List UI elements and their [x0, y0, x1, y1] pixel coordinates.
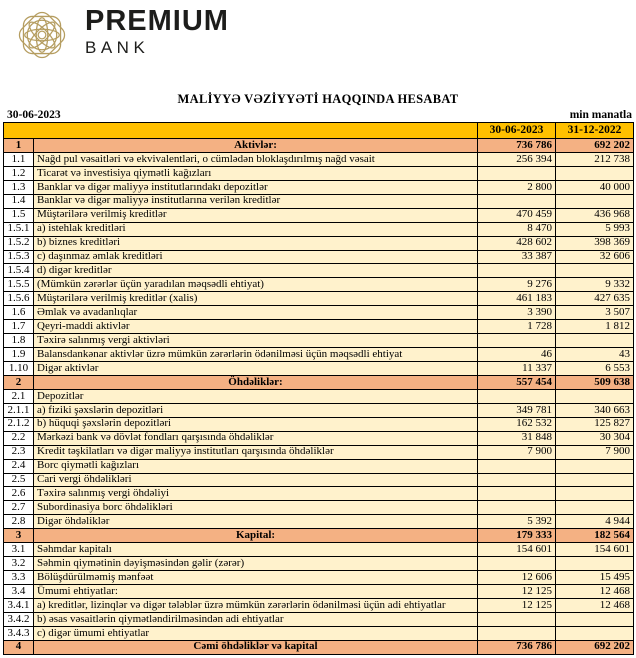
row-number-cell: 1.6: [4, 306, 34, 320]
table-row: [4, 598, 634, 612]
row-number-cell: 3.3: [4, 571, 34, 585]
table-row: [4, 250, 634, 264]
row-number-cell: 2.2: [4, 431, 34, 445]
row-label-cell: Banklar və digər maliyyə institutlarındakı depozitlər: [34, 180, 478, 194]
row-number-cell: 1.8: [4, 334, 34, 348]
unit-label: min manatla: [569, 109, 632, 121]
row-label-cell: Təxirə salınmış vergi öhdəliyi: [34, 487, 478, 501]
row-value-previous-cell: [556, 264, 634, 278]
table-row: [4, 362, 634, 376]
row-number-cell: 1.2: [4, 166, 34, 180]
row-value-previous-cell: 4 944: [556, 515, 634, 529]
table-row: [4, 152, 634, 166]
header-empty-cell: [4, 123, 478, 139]
row-value-previous-cell: [556, 612, 634, 626]
row-value-current-cell: 162 532: [478, 417, 556, 431]
table-row: [4, 501, 634, 515]
row-value-current-cell: [478, 557, 556, 571]
row-value-previous-cell: [556, 626, 634, 640]
row-value-current-cell: [478, 459, 556, 473]
row-value-current-cell: 256 394: [478, 152, 556, 166]
row-label-cell: Depozitlər: [34, 389, 478, 403]
row-value-current-cell: 12 125: [478, 585, 556, 599]
row-value-current-cell: 46: [478, 348, 556, 362]
table-row: [4, 487, 634, 501]
row-value-previous-cell: 12 468: [556, 585, 634, 599]
header-logo-bar: [0, 0, 636, 78]
row-number-cell: 2.3: [4, 445, 34, 459]
row-value-current-cell: 5 392: [478, 515, 556, 529]
row-value-current-cell: 154 601: [478, 543, 556, 557]
row-label-cell: Müştərilərə verilmiş kreditlər (xalis): [34, 292, 478, 306]
table-row: [4, 417, 634, 431]
row-number-cell: 1.9: [4, 348, 34, 362]
row-number-cell: 1.5.4: [4, 264, 34, 278]
row-label-cell: Mərkəzi bank və dövlət fondları qarşısında öhdəliklər: [34, 431, 478, 445]
row-value-current-cell: 12 606: [478, 571, 556, 585]
row-value-previous-cell: 15 495: [556, 571, 634, 585]
row-value-current-cell: 3 390: [478, 306, 556, 320]
row-value-previous-cell: [556, 194, 634, 208]
row-number-cell: 1.5.2: [4, 236, 34, 250]
row-number-cell: 2.6: [4, 487, 34, 501]
row-number-cell: 2.1.2: [4, 417, 34, 431]
table-row: [4, 222, 634, 236]
row-label-cell: a) kreditlər, lizinqlər və digər tələblər üzrə mümkün zərərlərin ödənilməsi üçün adi ehtiyatlar: [34, 598, 478, 612]
row-value-current-cell: [478, 612, 556, 626]
row-label-cell: Cari vergi öhdəlikləri: [34, 473, 478, 487]
table-row: [4, 459, 634, 473]
row-label-cell: Digər aktivlər: [34, 362, 478, 376]
row-value-current-cell: [478, 166, 556, 180]
row-label-cell: b) biznes kreditləri: [34, 236, 478, 250]
row-value-current-cell: 736 786: [478, 640, 556, 654]
row-value-previous-cell: 5 993: [556, 222, 634, 236]
row-label-cell: b) əsas vəsaitlərin qiymətləndirilməsindən adi ehtiyatlar: [34, 612, 478, 626]
row-label-cell: Cəmi öhdəliklər və kapital: [34, 640, 478, 654]
section-row: [4, 375, 634, 389]
row-label-cell: a) fiziki şəxslərin depozitləri: [34, 403, 478, 417]
row-number-cell: 1.5.3: [4, 250, 34, 264]
row-value-current-cell: 9 276: [478, 278, 556, 292]
row-label-cell: c) daşınmaz əmlak kreditləri: [34, 250, 478, 264]
table-row: [4, 403, 634, 417]
row-value-current-cell: 1 728: [478, 320, 556, 334]
row-number-cell: 1.5.5: [4, 278, 34, 292]
row-value-previous-cell: 125 827: [556, 417, 634, 431]
table-row: [4, 585, 634, 599]
row-value-previous-cell: 1 812: [556, 320, 634, 334]
row-value-previous-cell: [556, 389, 634, 403]
row-value-previous-cell: 9 332: [556, 278, 634, 292]
row-number-cell: 2.5: [4, 473, 34, 487]
row-number-cell: 1.1: [4, 152, 34, 166]
row-number-cell: 1.10: [4, 362, 34, 376]
table-row: [4, 626, 634, 640]
row-label-cell: c) digər ümumi ehtiyatlar: [34, 626, 478, 640]
row-label-cell: Kredit təşkilatları və digər maliyyə institutları qarşısında öhdəliklər: [34, 445, 478, 459]
row-value-current-cell: [478, 389, 556, 403]
row-label-cell: Borc qiymətli kağızları: [34, 459, 478, 473]
row-number-cell: 3.1: [4, 543, 34, 557]
row-value-previous-cell: 7 900: [556, 445, 634, 459]
row-number-cell: 1.3: [4, 180, 34, 194]
row-number-cell: 3.4.1: [4, 598, 34, 612]
row-label-cell: Səhmin qiymətinin dəyişməsindən gəlir (zərər): [34, 557, 478, 571]
row-value-previous-cell: [556, 166, 634, 180]
table-row: [4, 166, 634, 180]
brand-name: PREMIUM: [85, 5, 229, 37]
row-label-cell: (Mümkün zərərlər üçün yaradılan məqsədli ehtiyat): [34, 278, 478, 292]
row-value-current-cell: 349 781: [478, 403, 556, 417]
premium-bank-knot-icon: [9, 3, 75, 67]
row-label-cell: Əmlak və avadanlıqlar: [34, 306, 478, 320]
report-title: MALİYYƏ VƏZİYYƏTİ HAQQINDA HESABAT: [177, 92, 459, 106]
row-label-cell: Nağd pul vəsaitləri və ekvivalentləri, o cümlədən bloklaşdırılmış nağd vəsait: [34, 152, 478, 166]
table-row: [4, 334, 634, 348]
table-row: [4, 292, 634, 306]
row-value-current-cell: [478, 264, 556, 278]
row-value-previous-cell: 32 606: [556, 250, 634, 264]
financial-position-table: [3, 122, 634, 655]
row-value-current-cell: 470 459: [478, 208, 556, 222]
report-meta-row: [0, 107, 636, 122]
row-value-current-cell: 33 387: [478, 250, 556, 264]
row-number-cell: 2.7: [4, 501, 34, 515]
table-row: [4, 389, 634, 403]
table-row: [4, 571, 634, 585]
table-row: [4, 431, 634, 445]
row-value-current-cell: 8 470: [478, 222, 556, 236]
row-number-cell: 1.5.1: [4, 222, 34, 236]
row-label-cell: Kapital:: [34, 529, 478, 543]
row-value-previous-cell: 3 507: [556, 306, 634, 320]
row-value-current-cell: 557 454: [478, 375, 556, 389]
row-number-cell: 4: [4, 640, 34, 654]
row-value-previous-cell: 509 638: [556, 375, 634, 389]
row-number-cell: 1.7: [4, 320, 34, 334]
row-label-cell: a) istehlak kreditləri: [34, 222, 478, 236]
row-value-previous-cell: [556, 473, 634, 487]
row-label-cell: Aktivlər:: [34, 139, 478, 153]
row-number-cell: 3.4.2: [4, 612, 34, 626]
table-row: [4, 306, 634, 320]
row-value-current-cell: [478, 194, 556, 208]
row-label-cell: Qeyri-maddi aktivlər: [34, 320, 478, 334]
row-number-cell: 3: [4, 529, 34, 543]
table-row: [4, 236, 634, 250]
row-value-current-cell: 12 125: [478, 598, 556, 612]
row-value-previous-cell: 43: [556, 348, 634, 362]
report-table-body: [4, 139, 634, 655]
row-value-previous-cell: 427 635: [556, 292, 634, 306]
table-row: [4, 515, 634, 529]
row-label-cell: Öhdəliklər:: [34, 375, 478, 389]
row-number-cell: 1.4: [4, 194, 34, 208]
row-value-current-cell: 11 337: [478, 362, 556, 376]
table-row: [4, 180, 634, 194]
row-number-cell: 2.4: [4, 459, 34, 473]
row-value-previous-cell: 30 304: [556, 431, 634, 445]
row-value-previous-cell: 692 202: [556, 139, 634, 153]
row-value-current-cell: 179 333: [478, 529, 556, 543]
section-row: [4, 640, 634, 654]
table-row: [4, 208, 634, 222]
row-value-current-cell: [478, 473, 556, 487]
row-value-current-cell: 428 602: [478, 236, 556, 250]
row-value-current-cell: 461 183: [478, 292, 556, 306]
row-label-cell: Bölüşdürülməmiş mənfəət: [34, 571, 478, 585]
row-value-current-cell: 7 900: [478, 445, 556, 459]
row-value-previous-cell: [556, 334, 634, 348]
row-label-cell: Təxirə salınmış vergi aktivləri: [34, 334, 478, 348]
row-label-cell: Ticarət və investisiya qiymətli kağızları: [34, 166, 478, 180]
table-row: [4, 473, 634, 487]
row-label-cell: Subordinasiya borc öhdəlikləri: [34, 501, 478, 515]
row-label-cell: b) hüquqi şəxslərin depozitləri: [34, 417, 478, 431]
row-value-current-cell: [478, 334, 556, 348]
row-number-cell: 1.5: [4, 208, 34, 222]
header-col-previous: 31-12-2022: [556, 123, 634, 139]
row-value-current-cell: 2 800: [478, 180, 556, 194]
section-row: [4, 529, 634, 543]
table-row: [4, 278, 634, 292]
brand-subname: BANK: [85, 38, 150, 57]
section-row: [4, 139, 634, 153]
row-number-cell: 2: [4, 375, 34, 389]
row-number-cell: 1.5.6: [4, 292, 34, 306]
row-label-cell: Müştərilərə verilmiş kreditlər: [34, 208, 478, 222]
table-row: [4, 557, 634, 571]
row-number-cell: 2.1.1: [4, 403, 34, 417]
header-col-current: 30-06-2023: [478, 123, 556, 139]
row-value-current-cell: 31 848: [478, 431, 556, 445]
table-row: [4, 445, 634, 459]
row-value-previous-cell: [556, 459, 634, 473]
row-label-cell: Banklar və digər maliyyə institutlarına verilən kreditlər: [34, 194, 478, 208]
row-label-cell: Digər öhdəliklər: [34, 515, 478, 529]
row-value-previous-cell: [556, 487, 634, 501]
row-value-current-cell: 736 786: [478, 139, 556, 153]
table-row: [4, 543, 634, 557]
row-value-previous-cell: 398 369: [556, 236, 634, 250]
row-number-cell: 2.8: [4, 515, 34, 529]
row-label-cell: Səhmdar kapitalı: [34, 543, 478, 557]
row-value-current-cell: [478, 626, 556, 640]
report-date: 30-06-2023: [7, 109, 61, 121]
row-value-previous-cell: 154 601: [556, 543, 634, 557]
row-label-cell: d) digər kreditlər: [34, 264, 478, 278]
row-value-previous-cell: 212 738: [556, 152, 634, 166]
row-value-previous-cell: 40 000: [556, 180, 634, 194]
row-value-current-cell: [478, 501, 556, 515]
row-value-previous-cell: [556, 501, 634, 515]
row-value-previous-cell: 436 968: [556, 208, 634, 222]
table-header-row: [4, 123, 634, 139]
row-number-cell: 1: [4, 139, 34, 153]
row-number-cell: 3.4.3: [4, 626, 34, 640]
table-row: [4, 348, 634, 362]
table-row: [4, 264, 634, 278]
row-value-previous-cell: 12 468: [556, 598, 634, 612]
row-value-previous-cell: 6 553: [556, 362, 634, 376]
row-value-previous-cell: 182 564: [556, 529, 634, 543]
brand-text: [85, 7, 229, 56]
row-number-cell: 3.2: [4, 557, 34, 571]
row-label-cell: Ümumi ehtiyatlar:: [34, 585, 478, 599]
row-number-cell: 2.1: [4, 389, 34, 403]
table-row: [4, 320, 634, 334]
row-label-cell: Balansdankənar aktivlər üzrə mümkün zərərlərin ödənilməsi üçün məqsədli ehtiyat: [34, 348, 478, 362]
table-row: [4, 612, 634, 626]
row-value-previous-cell: [556, 557, 634, 571]
row-value-current-cell: [478, 487, 556, 501]
row-value-previous-cell: 340 663: [556, 403, 634, 417]
row-number-cell: 3.4: [4, 585, 34, 599]
row-value-previous-cell: 692 202: [556, 640, 634, 654]
table-row: [4, 194, 634, 208]
